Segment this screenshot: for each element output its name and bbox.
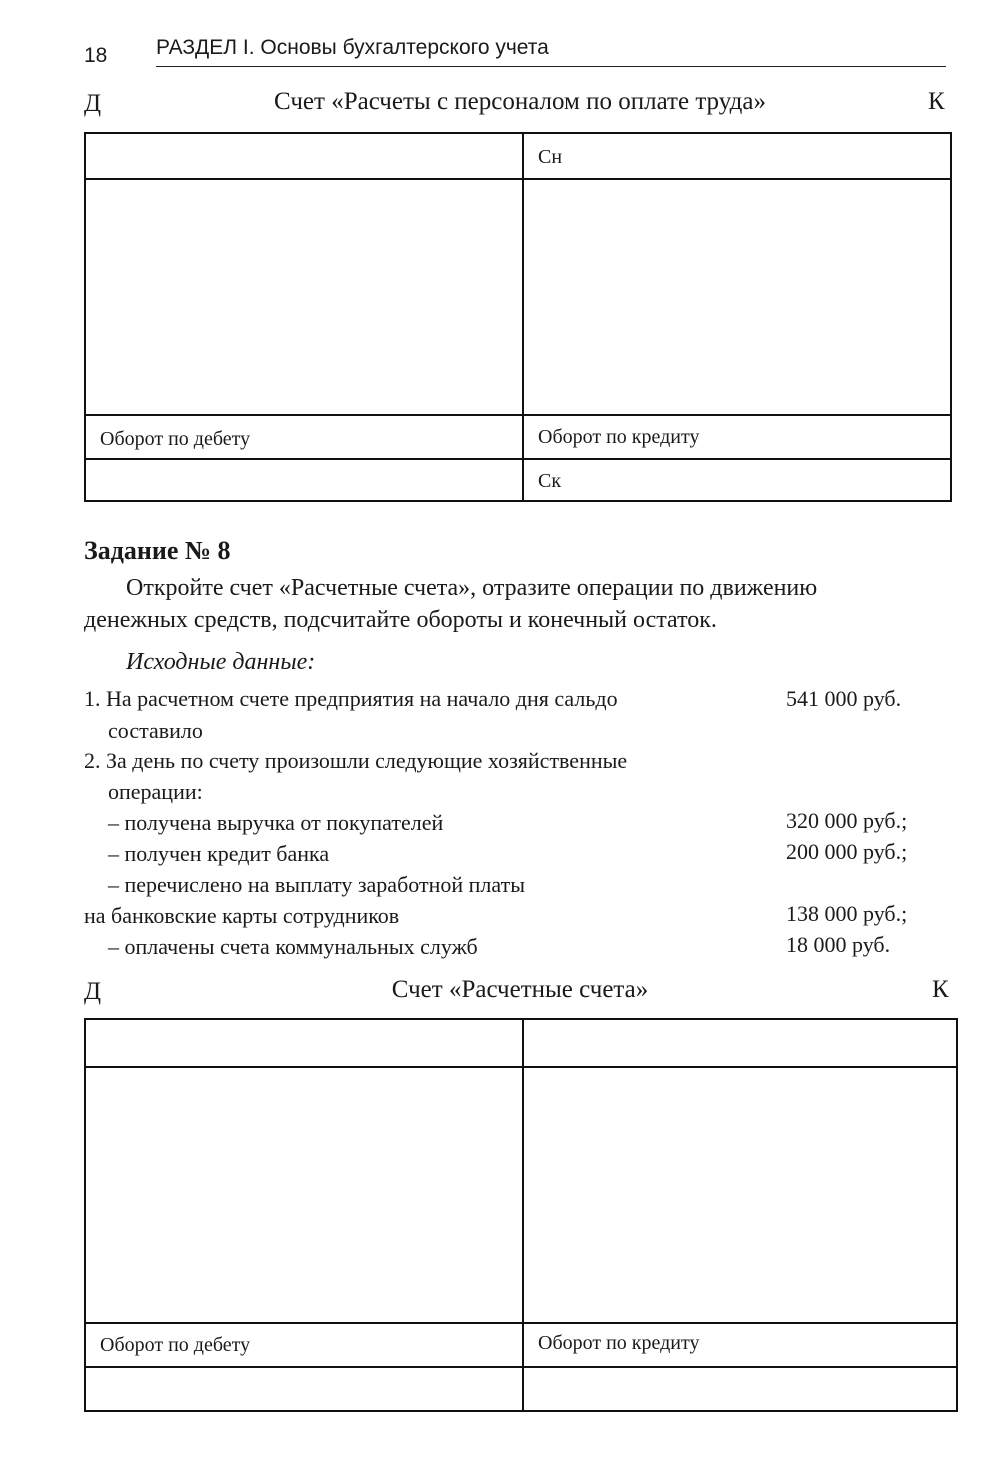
operation-text: – получен кредит банка (108, 841, 330, 866)
operation-text: – оплачены счета коммунальных служб (108, 934, 478, 959)
operation-amount: 200 000 руб.; (786, 839, 908, 864)
account1-row-line (86, 178, 950, 180)
operation-text: на банковские карты сотрудников (84, 903, 400, 928)
item1-line1: 1. На расчетном счете предприятия на начало дня сальдо (84, 686, 618, 711)
task-intro-line1: Откройте счет «Расчетные счета», отразите операции по движению (126, 575, 818, 601)
account1-row-line (86, 458, 950, 460)
account2-divider (522, 1020, 524, 1410)
account1-divider (522, 134, 524, 500)
account1-table (84, 132, 952, 502)
account2-credit-turnover: Оборот по кредиту (538, 1332, 700, 1354)
item1-amount: 541 000 руб. (786, 686, 902, 711)
account1-debit-turnover: Оборот по дебету (100, 428, 251, 450)
running-head: РАЗДЕЛ I. Основы бухгалтерского учета (156, 36, 549, 59)
account2-row-line (86, 1066, 956, 1068)
item2-line2: операции: (108, 779, 203, 804)
item1-line2: составило (108, 718, 203, 743)
account2-debit-turnover: Оборот по дебету (100, 1334, 251, 1356)
operation-text: – получена выручка от покупателей (108, 810, 444, 835)
account2-table (84, 1018, 958, 1412)
account2-row-line (86, 1322, 956, 1324)
source-data-heading: Исходные данные: (126, 649, 316, 675)
page-number: 18 (84, 44, 108, 67)
account2-row-line (86, 1366, 956, 1368)
account1-row-line (86, 414, 950, 416)
operation-amount: 138 000 руб.; (786, 901, 908, 926)
account2-credit-label: К (932, 976, 949, 1003)
account2-title: Счет «Расчетные счета» (391, 976, 649, 1003)
operation-amount: 18 000 руб. (786, 932, 891, 957)
account1-credit-turnover: Оборот по кредиту (538, 426, 700, 448)
account1-debit-label: Д (84, 90, 102, 117)
item2-line1: 2. За день по счету произошли следующие хозяйственные (84, 748, 628, 773)
account1-opening-balance: Сн (538, 146, 563, 168)
header-rule (156, 66, 946, 67)
account1-credit-label: К (928, 88, 945, 115)
account1-closing-balance: Ск (538, 470, 562, 492)
task-title: Задание № 8 (84, 536, 231, 565)
operation-text: – перечислено на выплату заработной платы (108, 872, 525, 897)
operation-amount: 320 000 руб.; (786, 808, 908, 833)
task-intro-line2: денежных средств, подсчитайте обороты и конечный остаток. (84, 607, 717, 633)
account2-debit-label: Д (84, 978, 102, 1005)
account1-title: Счет «Расчеты с персоналом по оплате труда» (274, 88, 766, 115)
